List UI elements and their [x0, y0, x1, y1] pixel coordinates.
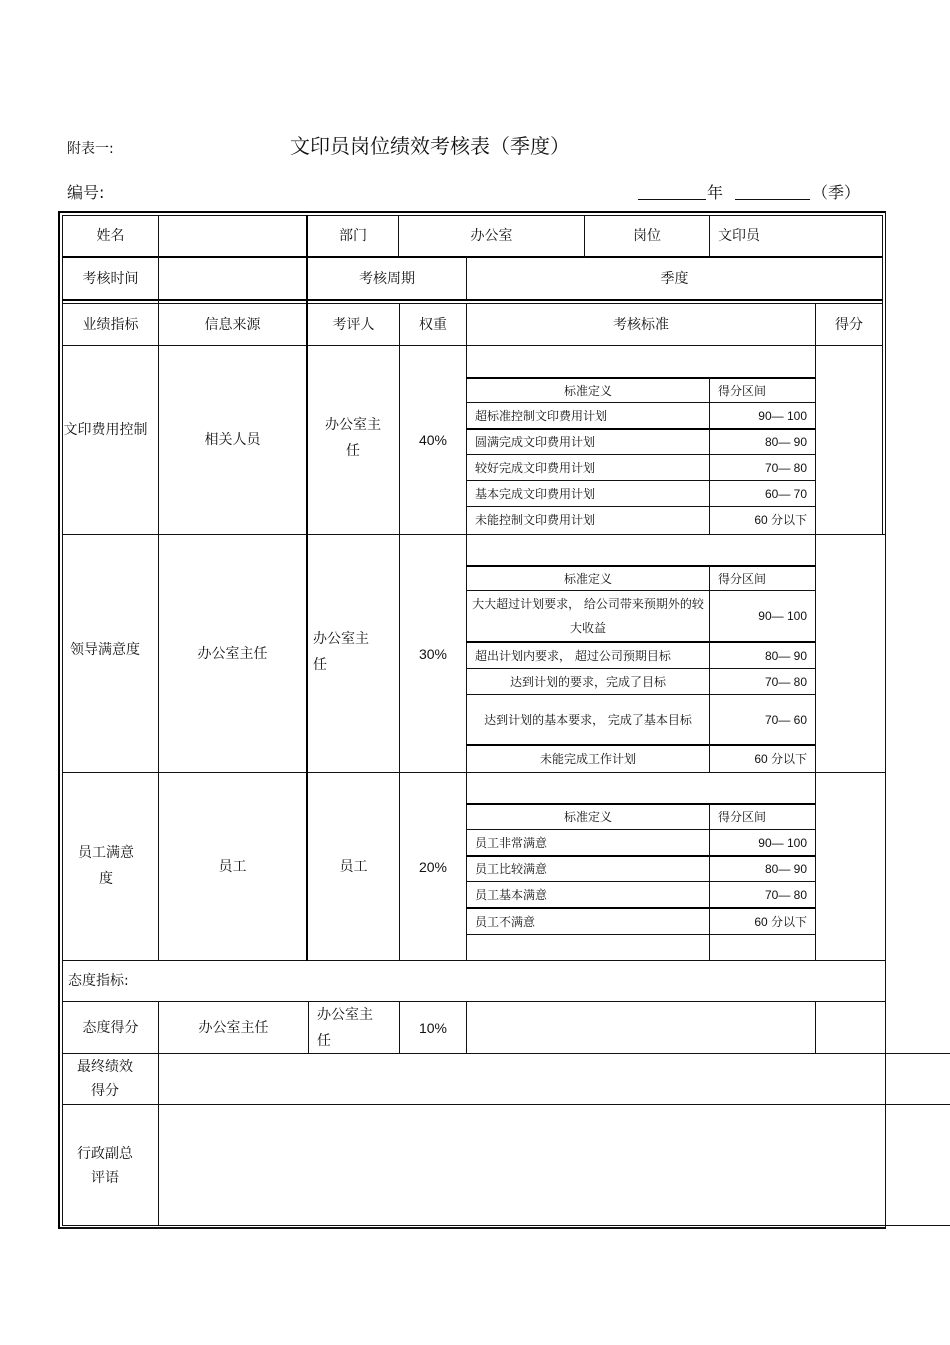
col-rater: 考评人 — [332, 316, 375, 333]
standard-definition: 员工不满意 — [475, 914, 536, 929]
score-range: 60 分以下 — [754, 513, 807, 527]
standard-definition: 较好完成文印费用计划 — [475, 460, 596, 475]
sub-header-definition: 标准定义 — [563, 383, 612, 398]
attitude-score-cell[interactable] — [816, 1002, 882, 1053]
final-score-value[interactable] — [159, 1054, 885, 1104]
section-weight: 40% — [418, 432, 448, 448]
col-indicator: 业绩指标 — [82, 316, 139, 333]
sub-header-range: 得分区间 — [718, 810, 767, 824]
score-range: 70— 80 — [764, 887, 807, 902]
standard-definition: 达到计划的基本要求， 完成了基本目标 — [484, 712, 692, 727]
score-range: 70— 80 — [764, 674, 807, 689]
section-indicator: 领导满意度 — [70, 642, 140, 658]
dept-label-cell: 部门 — [339, 228, 367, 244]
col-score: 得分 — [835, 316, 863, 333]
section-rater: 办公室主任 — [325, 417, 381, 459]
col-standard: 考核标准 — [613, 316, 669, 333]
final-score-label: 最终绩效得分 — [77, 1059, 133, 1099]
year-label: 年 — [707, 183, 724, 202]
col-weight: 权重 — [419, 316, 447, 333]
attitude-section-label: 态度指标: — [68, 973, 129, 989]
standard-definition: 未能完成工作计划 — [539, 751, 636, 766]
section-rater: 办公室主任 — [313, 631, 369, 673]
number-label: 编号: — [67, 183, 105, 202]
period-value-cell: 季度 — [660, 270, 689, 287]
attitude-weight: 10% — [418, 1019, 448, 1036]
comment-value[interactable] — [159, 1105, 885, 1225]
section-score-cell[interactable] — [816, 535, 882, 772]
standard-definition: 未能控制文印费用计划 — [475, 513, 596, 527]
standard-definition: 基本完成文印费用计划 — [475, 486, 596, 501]
section-source: 办公室主任 — [197, 645, 268, 662]
standard-definition: 员工非常满意 — [475, 835, 548, 850]
col-source: 信息来源 — [204, 316, 261, 333]
name-value-cell[interactable] — [159, 216, 306, 256]
sub-header-definition: 标准定义 — [563, 571, 612, 586]
attitude-source: 办公室主任 — [198, 1019, 269, 1036]
appendix-label: 附表一: — [67, 141, 114, 157]
score-range: 80— 90 — [764, 648, 807, 663]
section-score-cell[interactable] — [816, 346, 882, 534]
time-label-cell: 考核时间 — [82, 270, 139, 287]
score-range: 90— 100 — [758, 835, 807, 850]
comment-label: 行政副总评语 — [77, 1146, 133, 1186]
sub-header-definition: 标准定义 — [563, 810, 612, 824]
post-value-cell: 文印员 — [718, 228, 760, 244]
time-value-cell[interactable] — [159, 258, 306, 299]
section-indicator: 文印费用控制 — [63, 422, 148, 438]
standard-definition: 大大超过计划要求， 给公司带来预期外的较大收益 — [472, 597, 704, 635]
section-score-cell[interactable] — [816, 773, 882, 960]
standard-definition: 超标准控制文印费用计划 — [475, 408, 608, 423]
section-indicator: 员工满意度 — [78, 845, 134, 887]
section-rater: 员工 — [339, 858, 368, 875]
sub-header-range: 得分区间 — [718, 383, 767, 398]
score-range: 80— 90 — [764, 862, 807, 876]
standard-definition: 员工基本满意 — [475, 887, 548, 902]
post-label-cell: 岗位 — [633, 228, 661, 244]
score-range: 80— 90 — [764, 435, 807, 449]
attitude-rater: 办公室主任 — [317, 1006, 373, 1049]
attitude-label: 态度得分 — [82, 1019, 139, 1036]
section-weight: 20% — [418, 858, 448, 875]
attitude-standard-cell[interactable] — [467, 1002, 815, 1053]
score-range: 60 分以下 — [754, 914, 807, 929]
score-range: 70— 60 — [764, 712, 807, 727]
sub-header-range: 得分区间 — [718, 571, 767, 586]
standard-definition: 圆满完成文印费用计划 — [475, 435, 596, 449]
section-weight: 30% — [418, 645, 448, 662]
score-range: 90— 100 — [758, 609, 807, 623]
score-range: 90— 100 — [758, 408, 807, 423]
standard-definition: 员工比较满意 — [475, 862, 548, 876]
score-range: 60 分以下 — [754, 751, 807, 766]
period-label-cell: 考核周期 — [359, 270, 415, 287]
section-source: 员工 — [218, 858, 247, 875]
season-label: （季） — [812, 183, 861, 202]
page-title: 文印员岗位绩效考核表（季度） — [290, 134, 570, 158]
section-source: 相关人员 — [204, 432, 261, 448]
name-label-cell: 姓名 — [96, 228, 125, 244]
standard-definition: 达到计划的要求，完成了目标 — [509, 674, 666, 689]
dept-value-cell: 办公室 — [470, 228, 513, 244]
standard-definition: 超出计划内要求， 超过公司预期目标 — [475, 648, 671, 663]
score-range: 70— 80 — [764, 460, 807, 475]
score-range: 60— 70 — [764, 486, 807, 501]
